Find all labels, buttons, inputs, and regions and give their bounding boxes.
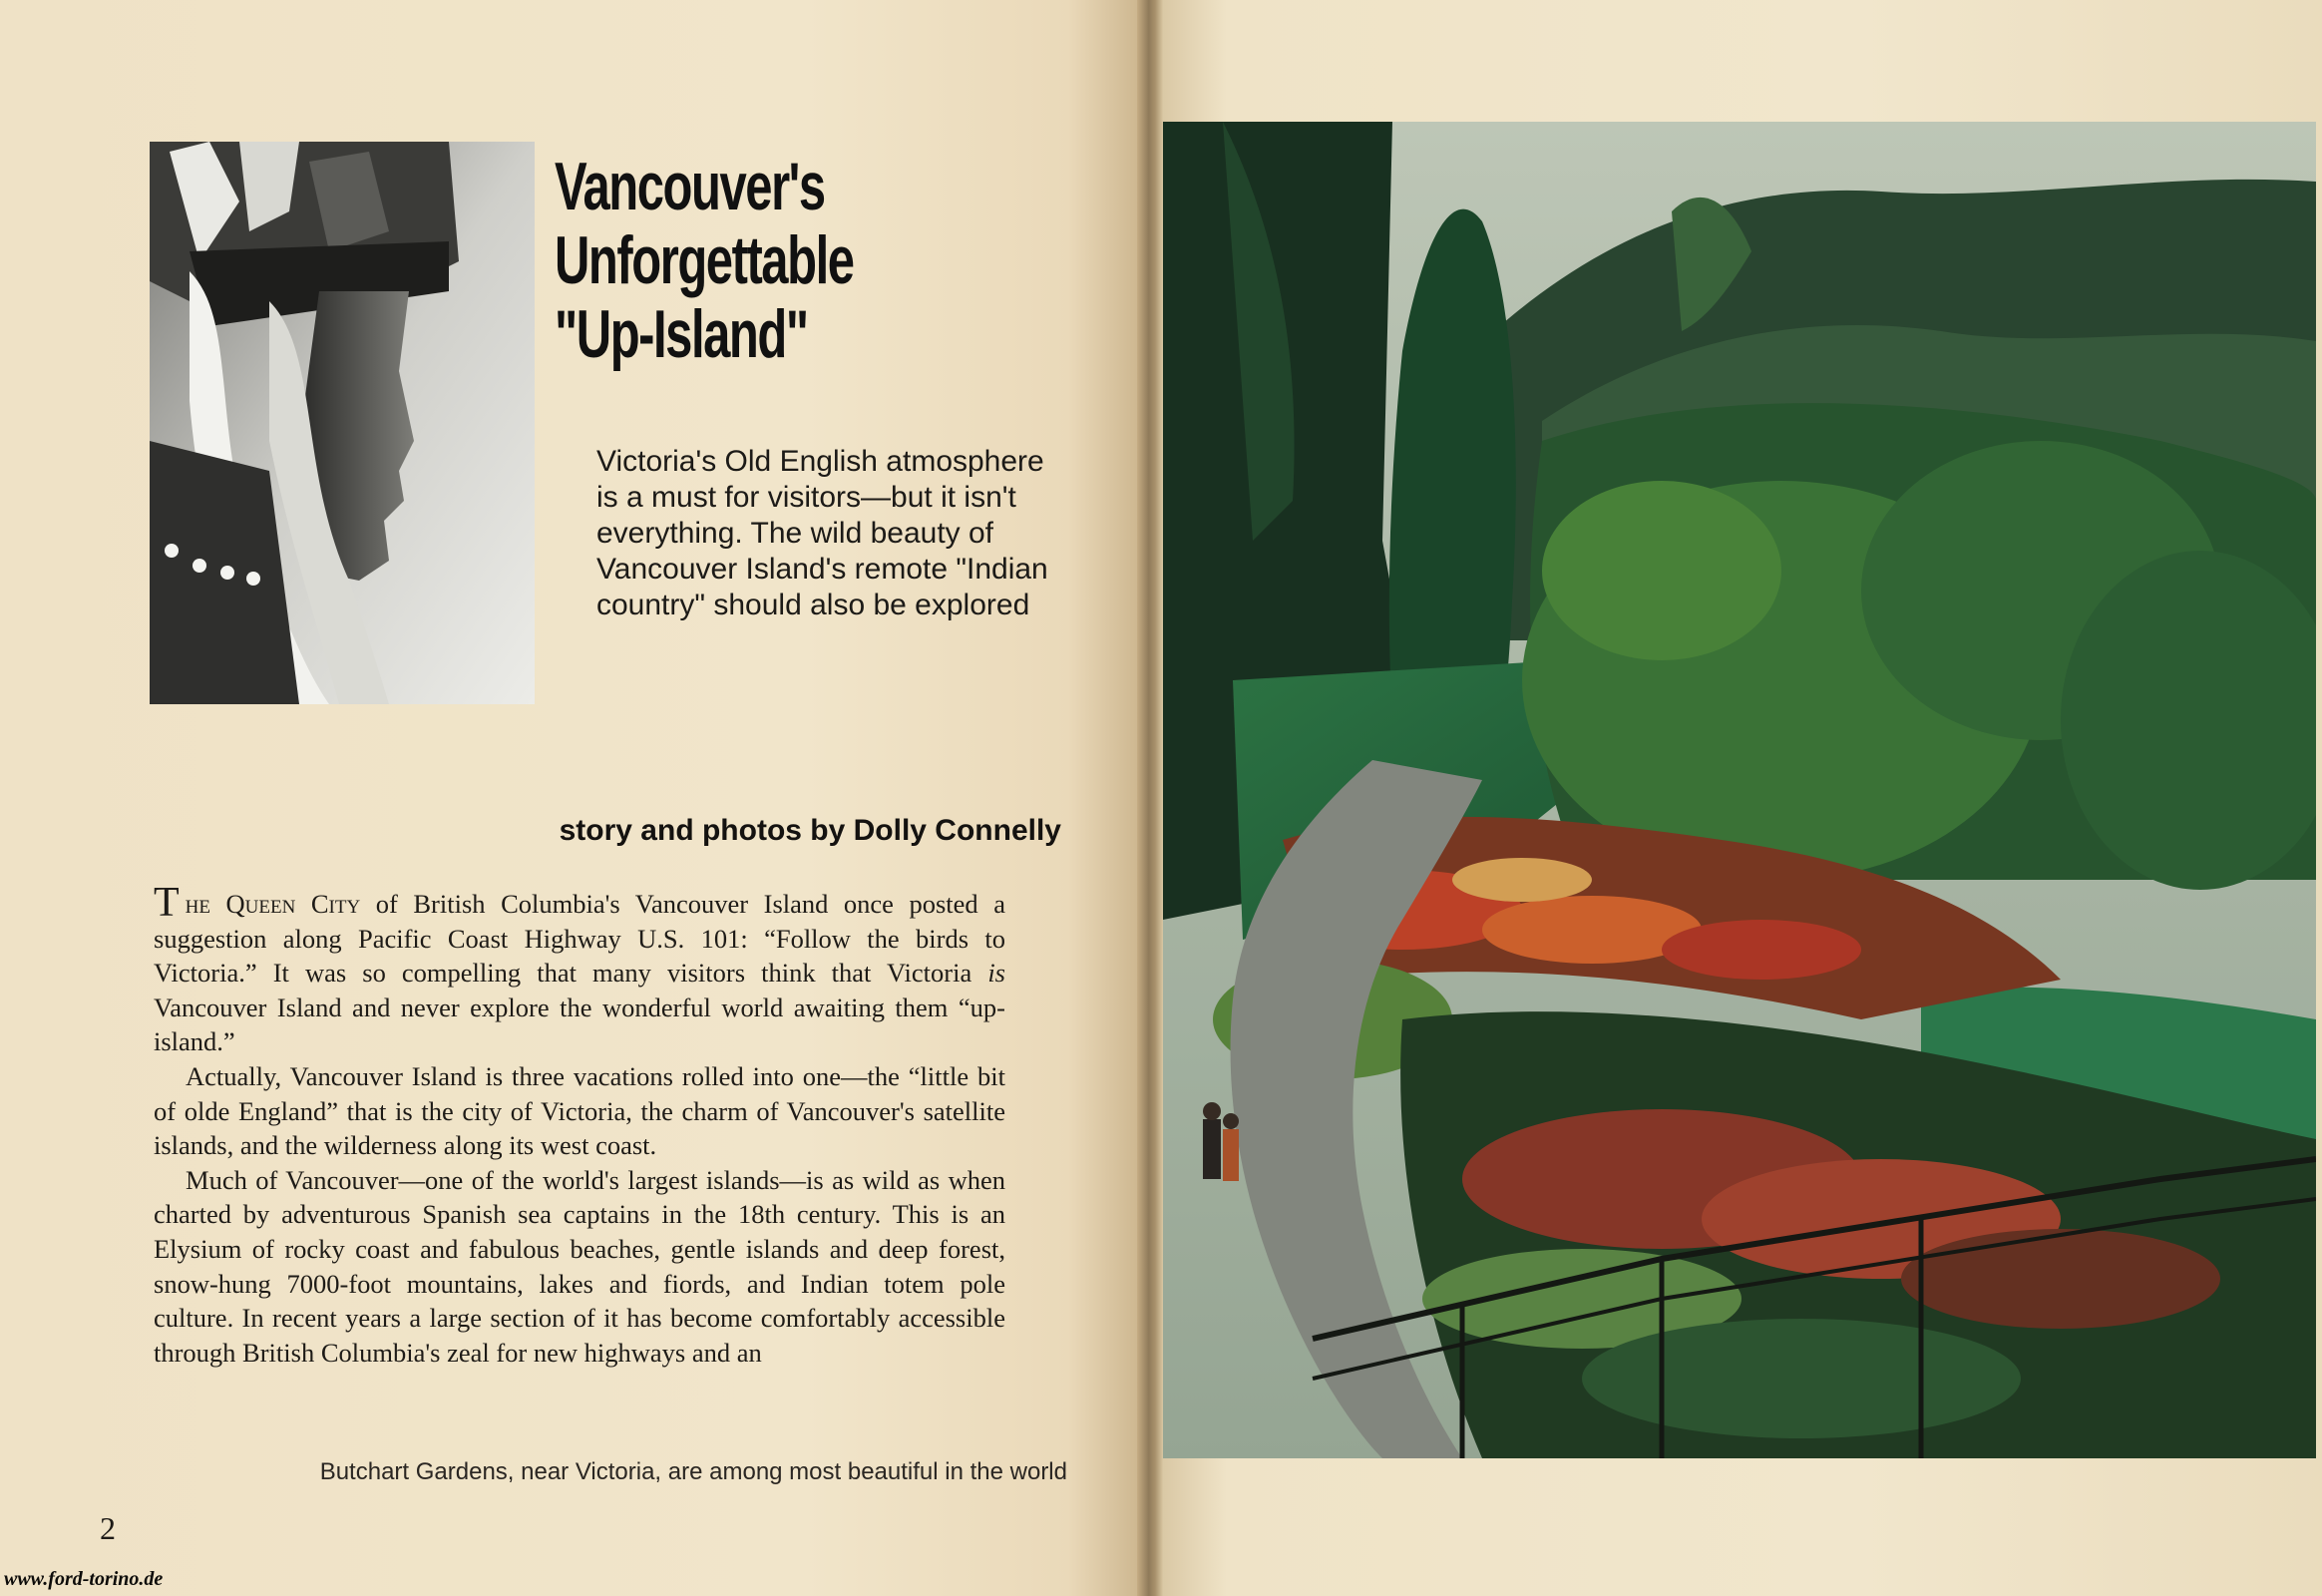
body-paragraph: Actually, Vancouver Island is three vacations rolled into one—the “little bit of olde England” that is the city of Victoria, the charm of Vancouver's satellite islands, and the wilderness along its west coast. xyxy=(154,1060,1005,1161)
emphasis-text: is xyxy=(987,958,1005,989)
lead-smallcaps: he Queen City xyxy=(185,889,361,919)
portrait-photo xyxy=(150,142,535,704)
paragraph-text: Vancouver Island and never explore the wonderful world awaiting them “up-island.” xyxy=(154,992,1005,1057)
article-body xyxy=(154,880,1005,1370)
drop-cap: T xyxy=(154,880,180,926)
body-paragraph xyxy=(154,880,1005,1059)
paragraph-text: of British Columbia's Vancouver Island once posted a suggestion along Pacific Coast Highway U.S. 101: “Follow the birds to Victoria.” It was so compelling that many visitors think that Victoria xyxy=(154,889,1005,989)
garden-photo xyxy=(1163,122,2316,1458)
headline-line: Unforgettable xyxy=(555,222,854,298)
article-byline: story and photos by Dolly Connelly xyxy=(559,814,1061,847)
page-number: 2 xyxy=(100,1510,116,1546)
headline-line: "Up-Island" xyxy=(555,296,808,372)
body-paragraph: Much of Vancouver—one of the world's largest islands—is as wild as when charted by adventurous Spanish sea captains in the 18th century. This is an Elysium of rocky coast and fabulous beaches, gentle islands and deep forest, snow-hung 7000-foot mountains, lakes and fiords, and Indian totem pole culture. In recent years a large section of it has become comfortably accessible through British Columbia's zeal for new highways and an xyxy=(154,1164,1005,1368)
article-headline xyxy=(555,149,854,372)
headline-line: Vancouver's xyxy=(555,149,825,224)
watermark-text: www.ford-torino.de xyxy=(4,1568,164,1590)
photo-caption: Butchart Gardens, near Victoria, are among most beautiful in the world xyxy=(319,1458,1067,1485)
page-gutter xyxy=(1137,0,1163,1596)
article-deck: Victoria's Old English atmosphere is a must for visitors—but it isn't everything. The wild beauty of Vancouver Island's remote "Indian country" should also be explored xyxy=(596,445,1048,621)
